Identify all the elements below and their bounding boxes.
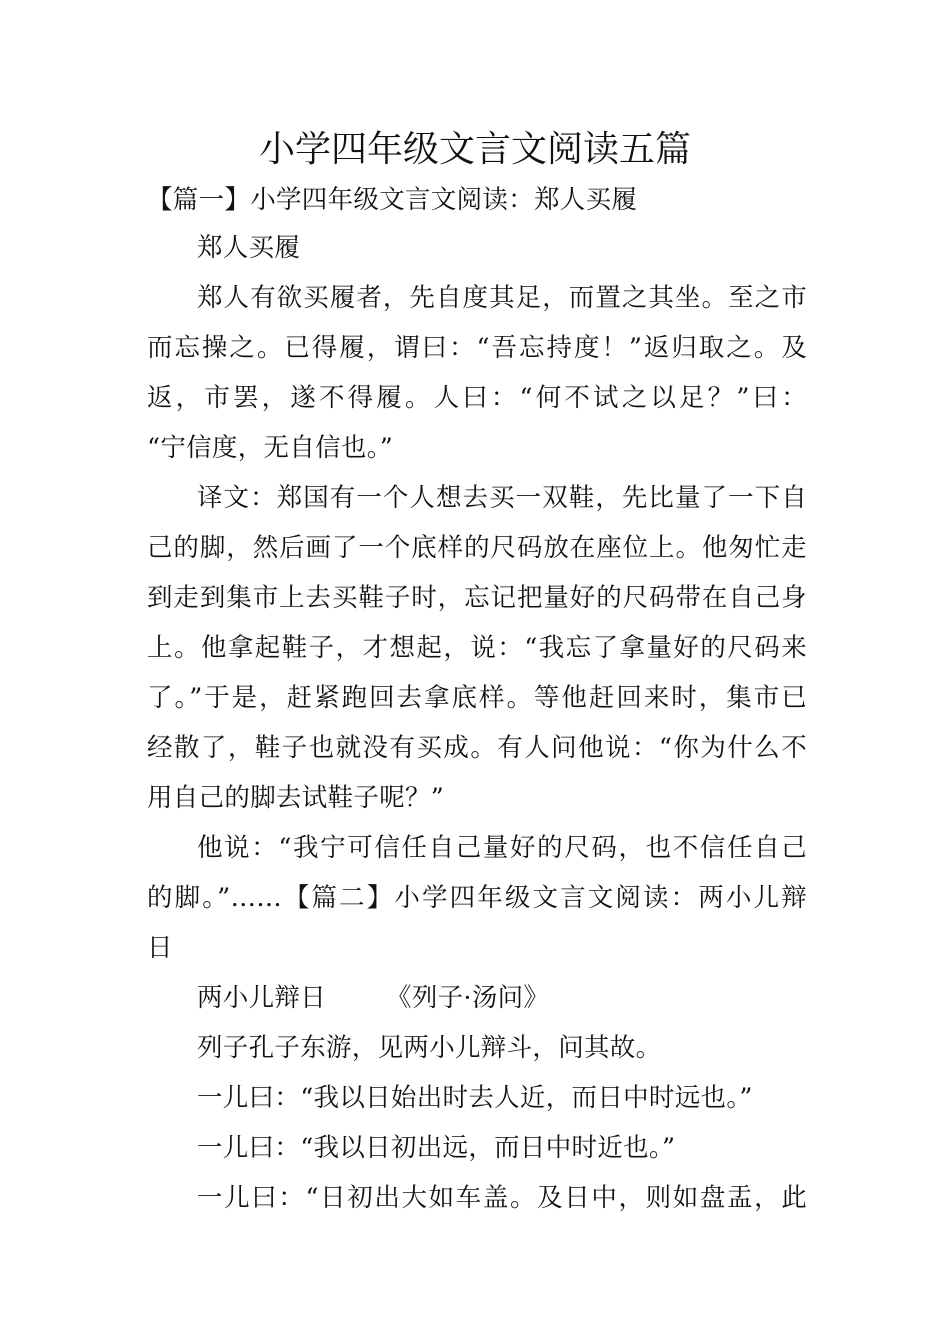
- text-line: 译文：郑国有一个人想去买一双鞋，先比量了一下自: [197, 483, 807, 513]
- text-line: 郑人有欲买履者，先自度其足，而置之其坐。至之市: [197, 283, 807, 313]
- text-line: 一儿曰：“我以日初出远，而日中时近也。”: [197, 1133, 676, 1163]
- text-line: 用自己的脚去试鞋子呢？”: [147, 783, 445, 813]
- story-title-text: 两小儿辩日: [197, 983, 327, 1013]
- text-line: 经散了，鞋子也就没有买成。有人问他说：“你为什么不: [147, 733, 807, 763]
- text-line: 而忘操之。已得履，谓曰：“吾忘持度！”返归取之。及: [147, 333, 807, 363]
- text-line: 一儿曰：“我以日始出时去人近，而日中时远也。”: [197, 1083, 753, 1113]
- text-line: 己的脚，然后画了一个底样的尺码放在座位上。他匆忙走: [147, 533, 807, 563]
- text-line: 到走到集市上去买鞋子时，忘记把量好的尺码带在自己身: [147, 583, 807, 613]
- story-title-1: 郑人买履: [197, 233, 301, 263]
- story-title-2: [197, 978, 807, 1018]
- text-line: “宁信度，无自信也。”: [147, 433, 394, 463]
- text-line: 日: [147, 933, 173, 963]
- text-line: 了。”于是，赶紧跑回去拿底样。等他赶回来时，集市已: [147, 683, 807, 713]
- document-title: 小学四年级文言文阅读五篇: [258, 129, 691, 170]
- text-line: 返，市罢，遂不得履。人曰：“何不试之以足？”曰：: [147, 383, 807, 413]
- section-heading-1: 【篇一】小学四年级文言文阅读：郑人买履: [147, 185, 638, 215]
- story-source: 《列子·汤问》: [386, 983, 550, 1013]
- text-line: 上。他拿起鞋子，才想起，说：“我忘了拿量好的尺码来: [147, 633, 807, 663]
- text-line: 一儿曰：“日初出大如车盖。及日中，则如盘盂，此: [197, 1183, 807, 1213]
- text-line: 列子孔子东游，见两小儿辩斗，问其故。: [197, 1033, 662, 1063]
- text-line: 的脚。”……【篇二】小学四年级文言文阅读：两小儿辩: [147, 883, 807, 913]
- text-line: 他说：“我宁可信任自己量好的尺码，也不信任自己: [197, 833, 807, 863]
